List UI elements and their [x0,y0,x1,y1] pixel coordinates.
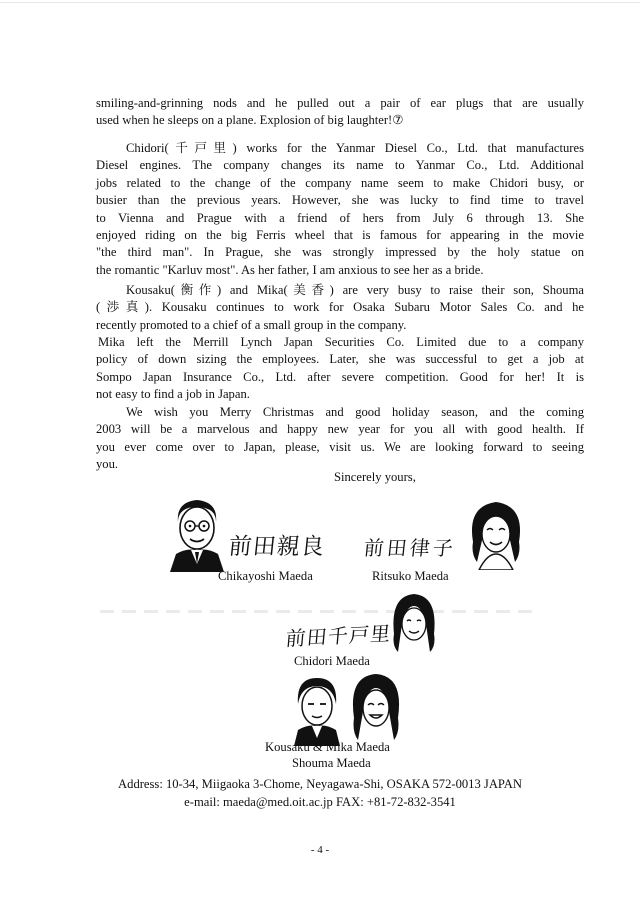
text-line: recently promoted to a chief of a small group in the company. [96,317,407,332]
ritsuko-name: Ritsuko Maeda [372,569,449,583]
text-line: (渉真). Kousaku continues to work for Osaka Subaru Motor Sales Co. and he [96,300,584,315]
text-line: Sompo Japan Insurance Co., Ltd. after severe competition. Good for her! It is [96,369,584,384]
paragraph-ear-plugs [96,95,584,130]
text-line: We wish you Merry Christmas and good holiday season, and the coming [126,405,584,419]
text-line: 2003 will be a marvelous and happy new year for you all with good health. If [96,422,584,437]
address-line: Address: 10-34, Miigaoka 3-Chome, Neyagawa-Shi, OSAKA 572-0013 JAPAN [118,777,522,791]
page-number: - 4 - [310,844,330,856]
paragraph-kousaku-mika [96,282,584,334]
chidori-name: Chidori Maeda [294,654,370,668]
text-line: busier than the previous years. However, she was lucky to find time to travel [96,193,584,208]
chikayoshi-name: Chikayoshi Maeda [218,569,313,583]
shouma-name: Shouma Maeda [292,756,371,770]
signature-kanji: 前田千戸里 [284,621,393,651]
text-line: to Vienna and Prague with a friend of hers from July 6 through 13. She [96,210,584,225]
paragraph-mika-job [96,334,584,404]
text-line: not easy to find a job in Japan. [96,387,250,402]
scan-edge [0,2,640,3]
text-line: the romantic "Karluv most". As her father, I am anxious to see her as a bride. [96,262,484,277]
chidori-portrait [388,590,440,656]
paragraph-chidori [96,140,584,279]
mika-portrait [348,670,404,746]
chikayoshi-signature [229,528,325,561]
chikayoshi-portrait [166,494,228,572]
text-line: "the third man". In Prague, she was strongly impressed by the holy statue on [96,245,584,260]
text-line: used when he sleeps on a plane. Explosion of big laughter!⑦ [96,113,404,128]
text-line: policy of down sizing the employees. Later, she was successful to get a job at [96,352,584,367]
ritsuko-signature [364,532,456,561]
text-line: enjoyed riding on the big Ferris wheel that is famous for appearing in the movie [96,228,584,243]
kousaku-portrait [290,674,344,746]
chidori-signature [286,620,391,649]
text-line: Kousaku(衡作) and Mika(美香) are very busy to raise their son, Shouma [126,283,584,297]
text-line: you ever come over to Japan, please, visit us. We are looking forward to seeing [96,439,584,454]
paragraph-greetings [96,404,584,474]
text-line: jobs related to the change of the company name seem to make Chidori busy, or [96,175,584,190]
ritsuko-portrait [465,496,527,570]
closing-line: Sincerely yours, [334,470,416,484]
text-line: you. [96,457,119,472]
signature-kanji: 前田律子 [362,536,458,560]
kousaku-mika-name: Kousaku & Mika Maeda [265,740,390,754]
text-line: Mika left the Merrill Lynch Japan Securities Co. Limited due to a company [98,335,584,349]
text-line: Chidori(千戸里) works for the Yanmar Diesel Co., Ltd. that manufactures [126,141,584,155]
signature-kanji: 前田親良 [227,534,327,560]
contact-line: e-mail: maeda@med.oit.ac.jp FAX: +81-72-832-3541 [184,795,456,809]
text-line: smiling-and-grinning nods and he pulled out a pair of ear plugs that are usually [96,96,584,110]
scan-smudge [100,610,540,613]
text-line: Diesel engines. The company changes its name to Yanmar Co., Ltd. Additional [96,158,584,173]
